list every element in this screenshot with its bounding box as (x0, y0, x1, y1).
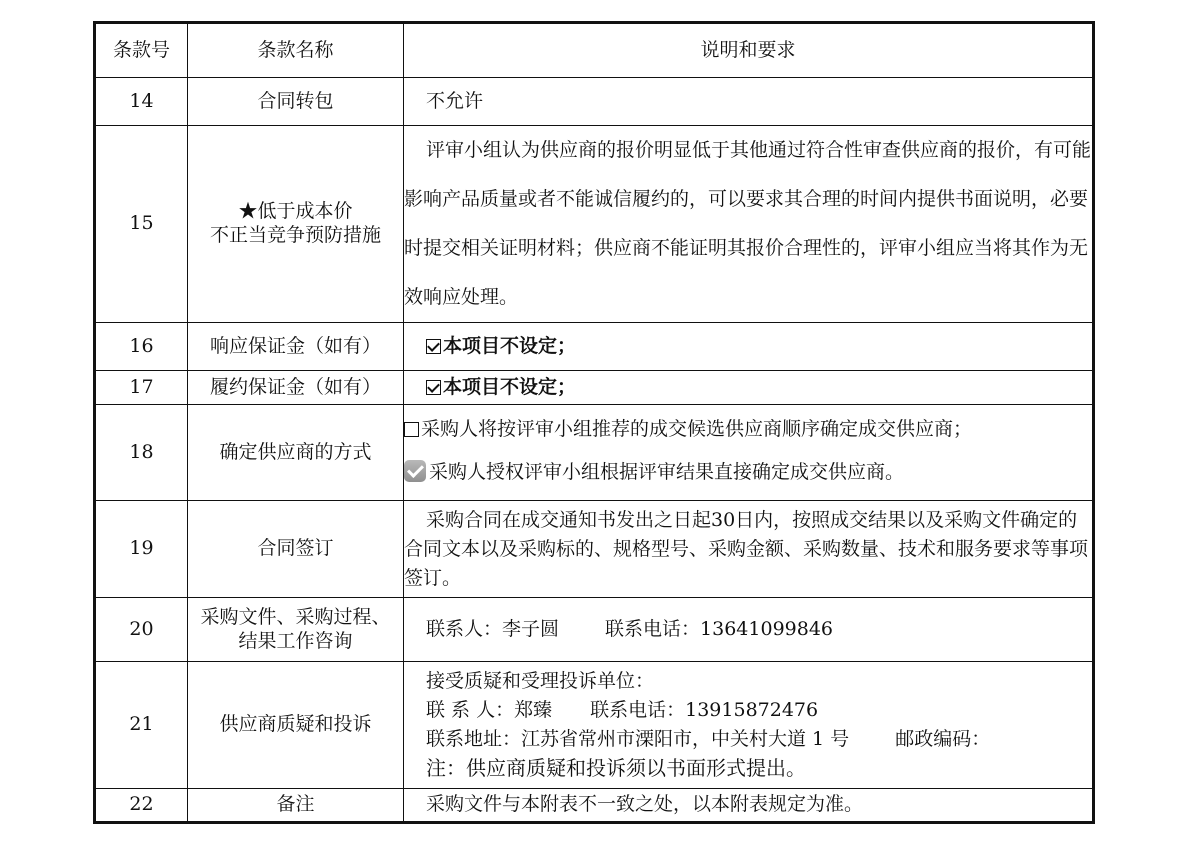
clause-desc: 采购文件与本附表不一致之处，以本附表规定为准。 (404, 789, 1094, 823)
option-label: 采购人授权评审小组根据评审结果直接确定成交供应商。 (429, 460, 905, 483)
clause-no: 16 (95, 323, 188, 371)
table-row (95, 789, 1094, 823)
clause-name-line: 采购文件、采购过程、 (200, 605, 391, 628)
table-row (95, 78, 1094, 126)
checked-box-icon (426, 339, 441, 354)
contact-name: 李子圆 (502, 617, 560, 640)
clause-no: 14 (95, 78, 188, 126)
clause-no: 22 (95, 789, 188, 823)
contact-label: 联系人： (426, 617, 503, 640)
contact-name: 郑臻 (514, 699, 553, 721)
clause-name: 响应保证金（如有） (188, 323, 404, 371)
clause-desc-text: 本项目不设定； (443, 334, 577, 357)
checked-box-icon (426, 380, 441, 395)
address-label: 联系地址： (426, 728, 522, 750)
clause-name: 备注 (188, 789, 404, 823)
clause-desc (404, 323, 1094, 371)
address-line (426, 725, 1092, 754)
clause-desc-text: 评审小组认为供应商的报价明显低于其他通过符合性审查供应商的报价，有可能影响产品质量或者不能诚信履约的，可以要求其合理的时间内提供书面说明，必要时提交相关证明材料；供应商不能证明其报价合理性的，评审小组应当将其作为无效响应处理。 (404, 139, 1092, 308)
option-row (404, 452, 1092, 492)
header-clause-no: 条款号 (95, 23, 188, 78)
clause-no: 21 (95, 662, 188, 789)
option-label: 采购人将按评审小组推荐的成交候选供应商顺序确定成交供应商； (421, 417, 973, 440)
table-row (95, 126, 1094, 323)
clause-name: 履约保证金（如有） (188, 371, 404, 405)
table-row (95, 501, 1094, 598)
clause-no: 17 (95, 371, 188, 405)
clause-desc-text: 采购合同在成交通知书发出之日起30日内，按照成交结果以及采购文件确定的合同文本以及采购标的、规格型号、采购金额、采购数量、技术和服务要求等事项签订。 (404, 508, 1089, 589)
complaint-note: 注：供应商质疑和投诉须以书面形式提出。 (426, 756, 806, 780)
clause-name: 供应商质疑和投诉 (188, 662, 404, 789)
clause-name: 合同转包 (188, 78, 404, 126)
clause-no: 19 (95, 501, 188, 598)
terms-table (93, 21, 1095, 824)
clause-no: 20 (95, 598, 188, 662)
postcode-label: 邮政编码： (895, 728, 991, 750)
clause-desc-text: 本项目不设定； (443, 375, 577, 398)
clause-name: 确定供应商的方式 (188, 405, 404, 501)
clause-no: 18 (95, 405, 188, 501)
phone-label: 联系电话： (605, 617, 701, 640)
table-header-row (95, 23, 1094, 78)
clause-desc (404, 598, 1094, 662)
unchecked-box-icon[interactable] (404, 422, 419, 437)
clause-desc: 不允许 (404, 78, 1094, 126)
checked-checkbox-icon[interactable] (404, 460, 426, 482)
complaint-unit-line: 接受质疑和受理投诉单位： (426, 670, 655, 692)
option-row (404, 414, 1092, 444)
phone-label: 联系电话： (590, 699, 686, 721)
clause-desc (404, 405, 1094, 501)
phone-number: 13641099846 (700, 617, 834, 640)
clause-name (188, 598, 404, 662)
table-row (95, 405, 1094, 501)
clause-name-line: ★低于成本价 (238, 200, 353, 223)
table-row (95, 662, 1094, 789)
table-row (95, 598, 1094, 662)
clause-desc (404, 662, 1094, 789)
clause-desc (404, 371, 1094, 405)
clause-desc (404, 126, 1094, 323)
clause-name (188, 126, 404, 323)
clause-no: 15 (95, 126, 188, 323)
clause-name-line: 结果工作咨询 (238, 629, 353, 652)
contact-line (426, 696, 1092, 725)
table-row (95, 371, 1094, 405)
header-clause-name: 条款名称 (188, 23, 404, 78)
address-value: 江苏省常州市溧阳市，中关村大道 1 号 (521, 728, 850, 750)
phone-number: 13915872476 (685, 699, 819, 721)
table-row (95, 323, 1094, 371)
clause-name: 合同签订 (188, 501, 404, 598)
header-description: 说明和要求 (404, 23, 1094, 78)
clause-desc (404, 501, 1094, 598)
clause-name-line: 不正当竞争预防措施 (209, 224, 381, 246)
contact-label: 联 系 人： (426, 699, 515, 721)
